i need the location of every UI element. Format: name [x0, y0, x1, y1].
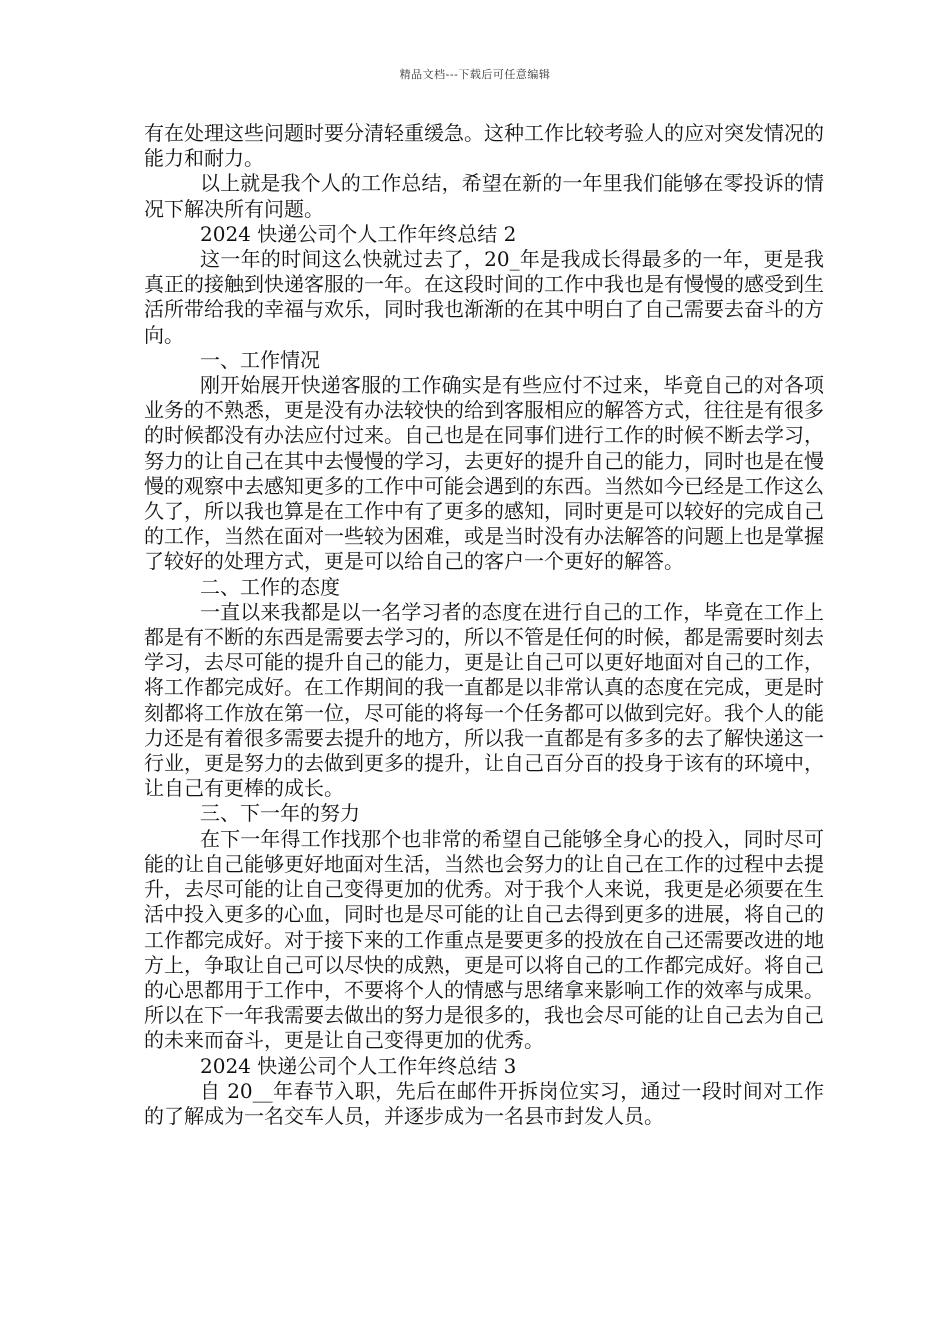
- section-heading: 一、工作情况: [200, 347, 320, 372]
- paragraph: 刚开始展开快递客服的工作确实是有些应付不过来，毕竟自己的对各项业务的不熟悉，更是没有办法较快的给到客服相应的解答方式，往往是有很多的时候都没有办法应付过来。自己也是在同事们进行工作的时候不断去学习，努力的让自己在其中去慢慢的学习，去更好的提升自己的能力，同时也是在慢慢的观察中去感知更多的工作中可能会遇到的东西。当然如今已经是工作这么久了，所以我也算是在工作中有了更多的感知，同时更是可以较好的完成自己的工作，当然在面对一些较为困难，或是当时没有办法解答的问题上也是掌握了较好的处理方式，更是可以给自己的客户一个更好的解答。: [144, 373, 824, 574]
- paragraph: 有在处理这些问题时要分清轻重缓急。这种工作比较考验人的应对突发情况的能力和耐力。: [144, 121, 824, 171]
- paragraph: 在下一年得工作找那个也非常的希望自己能够全身心的投入，同时尽可能的让自己能够更好地面对生活，当然也会努力的让自己在工作的过程中去提升，去尽可能的让自己变得更加的优秀。对于我个人来说，我更是必须要在生活中投入更多的心血，同时也是尽可能的让自己去得到更多的进展，将自己的工作都完成好。对于接下来的工作重点是要更多的投放在自己还需要改进的地方上，争取让自己可以尽快的成熟，更是可以将自己的工作都完成好。将自己的心思都用于工作中，不要将个人的情感与思绪拿来影响工作的效率与成果。所以在下一年我需要去做出的努力是很多的，我也会尽可能的让自己去为自己的未来而奋斗，更是让自己变得更加的优秀。: [144, 826, 824, 1053]
- section-heading: 三、下一年的努力: [200, 801, 360, 826]
- section-heading: 二、工作的态度: [200, 574, 340, 599]
- paragraph: 以上就是我个人的工作总结，希望在新的一年里我们能够在零投诉的情况下解决所有问题。: [144, 171, 824, 221]
- paragraph: 自 20__年春节入职，先后在邮件开拆岗位实习，通过一段时间对工作的了解成为一名交车人员，并逐步成为一名县市封发人员。: [144, 1078, 824, 1128]
- section-heading: 2024 快递公司个人工作年终总结 2: [200, 221, 517, 246]
- section-heading: 2024 快递公司个人工作年终总结 3: [200, 1053, 517, 1078]
- paragraph: 一直以来我都是以一名学习者的态度在进行自己的工作，毕竟在工作上都是有不断的东西是需要去学习的，所以不管是任何的时候，都是需要时刻去学习，去尽可能的提升自己的能力，更是让自己可以更好地面对自己的工作，将工作都完成好。在工作期间的我一直都是以非常认真的态度在完成，更是时刻都将工作放在第一位，尽可能的将每一个任务都可以做到完好。我个人的能力还是有着很多需要去提升的地方，所以我一直都是有多多的去了解快递这一行业，更是努力的去做到更多的提升，让自己百分百的投身于该有的环境中，让自己有更棒的成长。: [144, 599, 824, 801]
- document-body: [144, 121, 824, 1129]
- page-header: 精品文档---下载后可任意编辑: [399, 68, 551, 81]
- paragraph: 这一年的时间这么快就过去了，20_年是我成长得最多的一年，更是我真正的接触到快递客服的一年。在这段时间的工作中我也是有慢慢的感受到生活所带给我的幸福与欢乐，同时我也渐渐的在其中明白了自己需要去奋斗的方向。: [144, 247, 824, 347]
